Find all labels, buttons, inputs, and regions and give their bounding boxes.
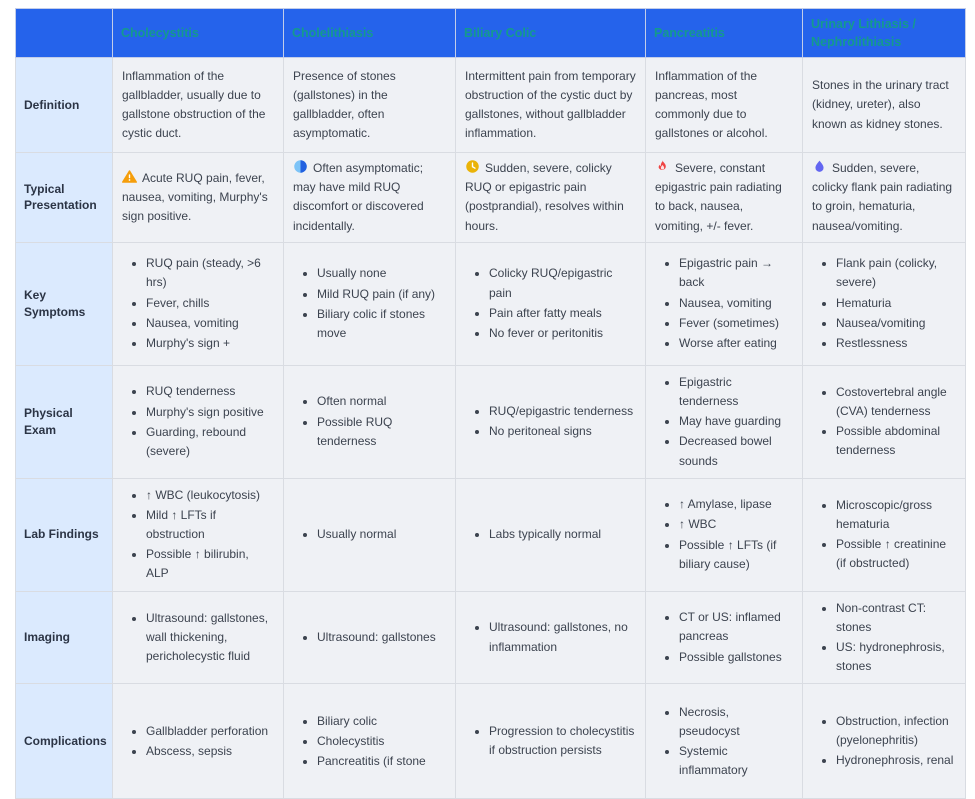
bullet-item: • RUQ/epigastric tenderness [489, 402, 636, 421]
bullet-item: • Pancreatitis (if stone [317, 752, 446, 771]
cell-text-with-icon [655, 159, 793, 236]
cell-exam-pancreatitis [646, 365, 803, 478]
bullet-item: • Mild RUQ pain (if any) [317, 285, 446, 304]
bullet-item: • Murphy's sign + [146, 334, 274, 353]
bullet-list [812, 712, 956, 771]
half-circle-icon [293, 159, 308, 174]
bullet-item: • RUQ tenderness [146, 382, 274, 401]
cell-labs-cholecystitis [113, 478, 284, 591]
bullet-item: • Murphy's sign positive [146, 403, 274, 422]
cell-definition-cholecystitis [113, 58, 284, 153]
bullet-item: • Non-contrast CT: stones [836, 599, 956, 637]
cell-text: Inflammation of the pancreas, most commonly due to gallstones or alcohol. [655, 68, 768, 141]
bullet-item: • Ultrasound: gallstones, wall thickening, pericholecystic fluid [146, 609, 274, 667]
bullet-list [122, 382, 274, 461]
column-header-biliary-colic: Biliary Colic [456, 9, 646, 58]
bullet-item: • Usually none [317, 264, 446, 283]
bullet-list [122, 254, 274, 353]
bullet-item: • Biliary colic [317, 712, 446, 731]
bullet-item: • ↑ WBC [679, 515, 793, 534]
cell-symptoms-urinary [803, 242, 966, 365]
cell-text: Intermittent pain from temporary obstruction of the cystic duct by gallstones, without gallbladder inflammation. [465, 68, 636, 141]
cell-definition-urinary [803, 58, 966, 153]
bullet-item: • Possible RUQ tenderness [317, 413, 446, 451]
column-header-cholelithiasis: Cholelithiasis [284, 9, 456, 58]
cell-presentation-pancreatitis [646, 153, 803, 243]
bullet-item: • Hydronephrosis, renal [836, 751, 956, 770]
bullet-item: • Guarding, rebound (severe) [146, 423, 274, 461]
bullet-list [465, 264, 636, 343]
cell-definition-cholelithiasis [284, 58, 456, 153]
cell-text: Acute RUQ pain, fever, nausea, vomiting, Murphy's sign positive. [122, 170, 268, 223]
row-complications [16, 684, 966, 799]
cell-imaging-cholelithiasis [284, 591, 456, 684]
bullet-list [465, 402, 636, 441]
bullet-item: • Abscess, sepsis [146, 742, 274, 761]
column-header-cholecystitis: Cholecystitis [113, 9, 284, 58]
cell-definition-pancreatitis [646, 58, 803, 153]
bullet-item: • Worse after eating [679, 334, 793, 353]
bullet-item: • Biliary colic if stones move [317, 305, 446, 343]
cell-text: Sudden, severe, colicky RUQ or epigastric pain (postprandial), resolves within hours. [465, 161, 624, 233]
bullet-item: • Obstruction, infection (pyelonephritis) [836, 712, 956, 750]
bullet-item: • Possible abdominal tenderness [836, 422, 956, 460]
bullet-list [655, 703, 793, 781]
flame-icon [655, 159, 670, 174]
bullet-list [293, 264, 446, 343]
cell-definition-biliary-colic [456, 58, 646, 153]
bullet-list [812, 254, 956, 353]
bullet-item: • Often normal [317, 392, 446, 411]
bullet-item: • Labs typically normal [489, 525, 636, 544]
cell-presentation-cholecystitis [113, 153, 284, 243]
bullet-list [465, 722, 636, 760]
bullet-item: • Nausea, vomiting [679, 294, 793, 313]
bullet-item: • Systemic inflammatory [679, 742, 793, 780]
bullet-item: • Cholecystitis [317, 732, 446, 751]
clock-icon [465, 159, 480, 174]
bullet-item: • CT or US: inflamed pancreas [679, 608, 793, 646]
row-label-lab-findings: Lab Findings [16, 478, 113, 591]
bullet-item: • Restlessness [836, 334, 956, 353]
bullet-item: • Gallbladder perforation [146, 722, 274, 741]
cell-exam-urinary [803, 365, 966, 478]
row-lab-findings [16, 478, 966, 591]
row-key-symptoms [16, 242, 966, 365]
bullet-item: • Nausea/vomiting [836, 314, 956, 333]
cell-complications-pancreatitis [646, 684, 803, 799]
row-label-key-symptoms: Key Symptoms [16, 242, 113, 365]
bullet-item: • No fever or peritonitis [489, 324, 636, 343]
row-definition [16, 58, 966, 153]
row-typical-presentation [16, 153, 966, 243]
bullet-list [122, 486, 274, 584]
bullet-item: • No peritoneal signs [489, 422, 636, 441]
bullet-item: • Pain after fatty meals [489, 304, 636, 323]
bullet-item: • Decreased bowel sounds [679, 432, 793, 470]
bullet-item: • ↑ WBC (leukocytosis) [146, 486, 274, 505]
bullet-item: • Possible ↑ LFTs (if biliary cause) [679, 536, 793, 574]
bullet-item: • Microscopic/gross hematuria [836, 496, 956, 534]
bullet-item: • Epigastric pain → back [679, 254, 793, 292]
bullet-item: • Necrosis, pseudocyst [679, 703, 793, 741]
cell-text: Stones in the urinary tract (kidney, ureter), also known as kidney stones. [812, 78, 949, 131]
cell-labs-pancreatitis [646, 478, 803, 591]
bullet-list [812, 599, 956, 677]
cell-exam-cholelithiasis [284, 365, 456, 478]
cell-presentation-urinary [803, 153, 966, 243]
bullet-item: • Fever, chills [146, 294, 274, 313]
cell-symptoms-pancreatitis [646, 242, 803, 365]
bullet-item: • Fever (sometimes) [679, 314, 793, 333]
bullet-item: • Possible gallstones [679, 648, 793, 667]
cell-text-with-icon [465, 159, 636, 236]
header-row [16, 9, 966, 58]
cell-exam-cholecystitis [113, 365, 284, 478]
bullet-item: • Progression to cholecystitis if obstruction persists [489, 722, 636, 760]
row-label-definition: Definition [16, 58, 113, 153]
cell-imaging-biliary-colic [456, 591, 646, 684]
bullet-list [293, 628, 446, 647]
cell-text: Inflammation of the gallbladder, usually due to gallstone obstruction of the cystic duct. [122, 68, 266, 141]
bullet-item: • Epigastric tenderness [679, 373, 793, 411]
bullet-item: • Mild ↑ LFTs if obstruction [146, 506, 274, 544]
cell-complications-cholecystitis [113, 684, 284, 799]
cell-labs-biliary-colic [456, 478, 646, 591]
cell-symptoms-cholecystitis [113, 242, 284, 365]
droplet-icon [812, 159, 827, 174]
cell-labs-urinary [803, 478, 966, 591]
cell-labs-cholelithiasis [284, 478, 456, 591]
cell-text: Presence of stones (gallstones) in the gallbladder, often asymptomatic. [293, 68, 396, 141]
cell-complications-cholelithiasis [284, 684, 456, 799]
bullet-item: • Costovertebral angle (CVA) tenderness [836, 383, 956, 421]
cell-text-with-icon [122, 169, 274, 227]
bullet-list [655, 608, 793, 667]
row-physical-exam [16, 365, 966, 478]
bullet-list [122, 609, 274, 667]
bullet-list [293, 525, 446, 544]
bullet-list [655, 495, 793, 574]
bullet-item: • ↑ Amylase, lipase [679, 495, 793, 514]
bullet-item: • May have guarding [679, 412, 793, 431]
cell-symptoms-biliary-colic [456, 242, 646, 365]
bullet-list [293, 392, 446, 451]
cell-imaging-pancreatitis [646, 591, 803, 684]
bullet-list [655, 373, 793, 471]
bullet-item: • Ultrasound: gallstones [317, 628, 446, 647]
cell-text-with-icon [812, 159, 956, 236]
cell-presentation-biliary-colic [456, 153, 646, 243]
cell-symptoms-cholelithiasis [284, 242, 456, 365]
bullet-item: • Ultrasound: gallstones, no inflammation [489, 618, 636, 656]
bullet-item: • RUQ pain (steady, >6 hrs) [146, 254, 274, 292]
bullet-list [465, 618, 636, 656]
cell-text: Severe, constant epigastric pain radiating to back, nausea, vomiting, +/- fever. [655, 161, 782, 233]
row-label-complications: Complications [16, 684, 113, 799]
cell-text: Often asymptomatic; may have mild RUQ discomfort or discovered incidentally. [293, 161, 424, 233]
corner-cell [16, 9, 113, 58]
bullet-list [655, 254, 793, 353]
bullet-list [465, 525, 636, 544]
cell-imaging-cholecystitis [113, 591, 284, 684]
bullet-item: • Colicky RUQ/epigastric pain [489, 264, 636, 302]
cell-complications-biliary-colic [456, 684, 646, 799]
row-label-imaging: Imaging [16, 591, 113, 684]
bullet-item: • Flank pain (colicky, severe) [836, 254, 956, 292]
row-label-physical-exam: Physical Exam [16, 365, 113, 478]
bullet-list [812, 496, 956, 574]
warning-triangle-icon [122, 169, 137, 184]
bullet-list [812, 383, 956, 461]
cell-imaging-urinary [803, 591, 966, 684]
column-header-pancreatitis: Pancreatitis [646, 9, 803, 58]
bullet-item: • Possible ↑ bilirubin, ALP [146, 545, 274, 583]
cell-complications-urinary [803, 684, 966, 799]
cell-presentation-cholelithiasis [284, 153, 456, 243]
bullet-list [122, 722, 274, 761]
comparison-table [15, 8, 966, 799]
bullet-item: • Nausea, vomiting [146, 314, 274, 333]
row-label-typical-presentation: Typical Presentation [16, 153, 113, 243]
bullet-item: • Hematuria [836, 294, 956, 313]
bullet-item: • US: hydronephrosis, stones [836, 638, 956, 676]
column-header-urinary-lithiasis: Urinary Lithiasis / Nephrolithiasis [803, 9, 966, 58]
cell-text: Sudden, severe, colicky flank pain radiating to groin, hematuria, nausea/vomiting. [812, 161, 953, 233]
bullet-item: • Usually normal [317, 525, 446, 544]
cell-exam-biliary-colic [456, 365, 646, 478]
cell-text-with-icon [293, 159, 446, 236]
row-imaging [16, 591, 966, 684]
bullet-list [293, 712, 446, 772]
bullet-item: • Possible ↑ creatinine (if obstructed) [836, 535, 956, 573]
